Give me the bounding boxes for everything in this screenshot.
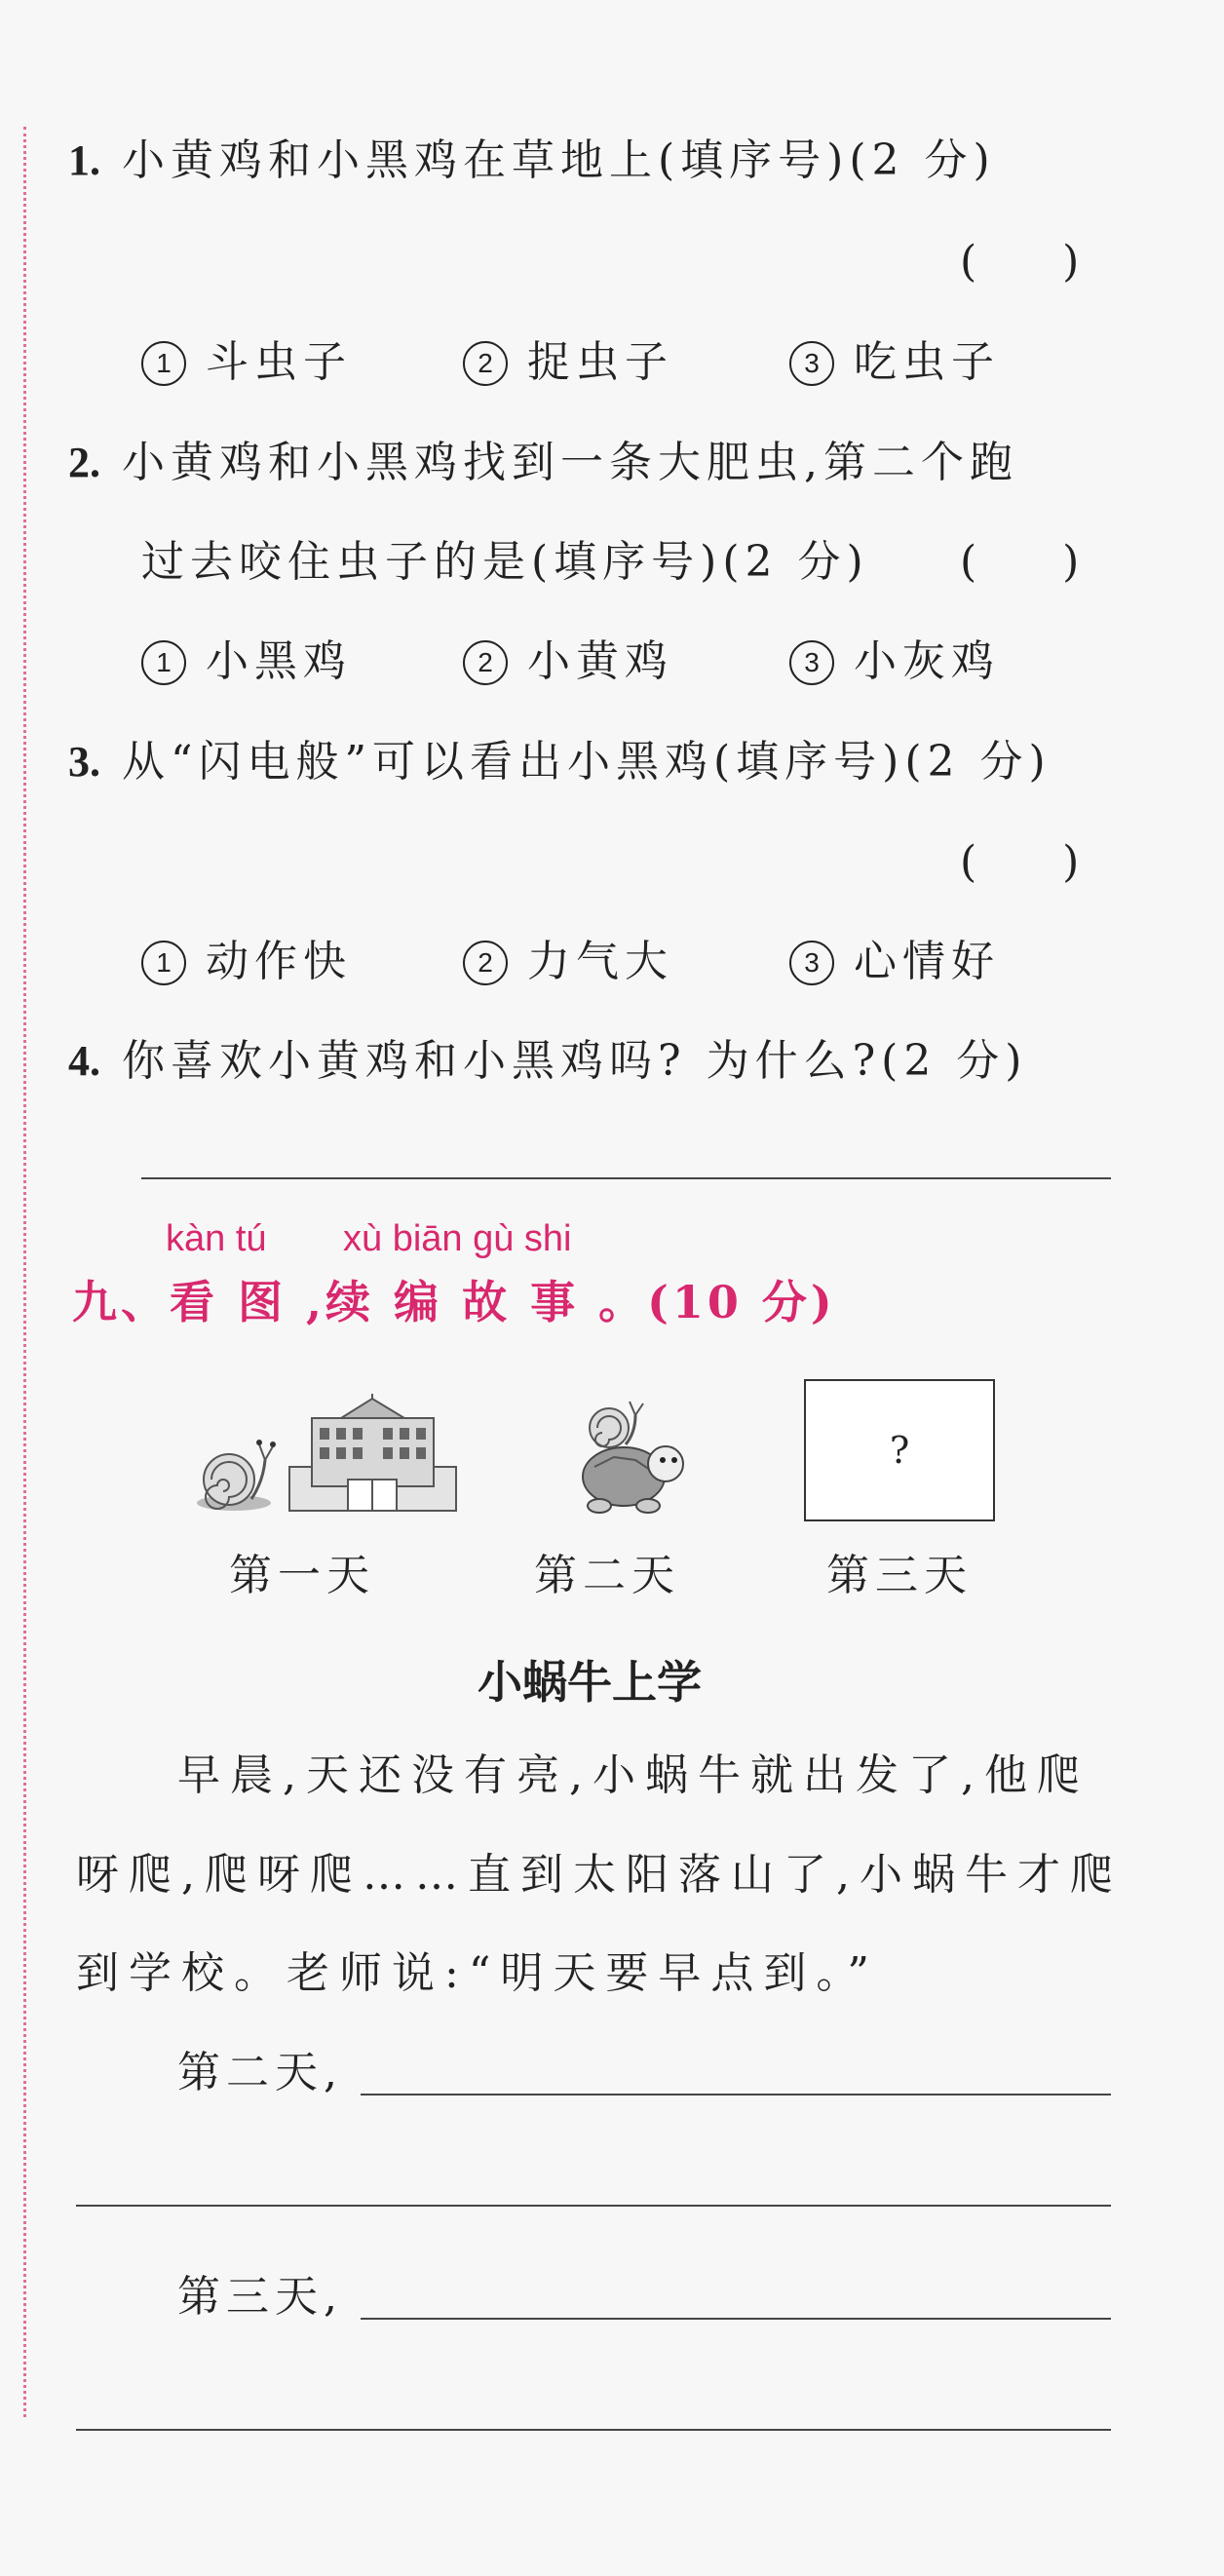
option[interactable]: 3 吃虫子 [789, 327, 1000, 389]
option[interactable]: 1 动作快 [141, 926, 352, 988]
question-number: 3. [68, 738, 100, 786]
question-text: 小黄鸡和小黑鸡找到一条大肥虫,第二个跑 [122, 438, 1018, 487]
answer-paren-1[interactable]: ( ) [960, 237, 1080, 287]
circled-number: 3 [789, 941, 834, 985]
writing-line-day2-2[interactable] [76, 2205, 1111, 2207]
snail-day1-icon [195, 1394, 283, 1520]
option[interactable]: 1 斗虫子 [141, 327, 352, 389]
option[interactable]: 2 捉虫子 [463, 327, 673, 389]
pinyin-xu-bian-gu-shi: xù biān gù shi [343, 1218, 572, 1259]
option[interactable]: 3 小灰鸡 [789, 626, 1000, 688]
story-line-3: 到学校。老师说:“明天要早点到。” [76, 1948, 879, 1998]
question-4 [68, 1025, 1027, 1088]
prompt-day3: 第三天, [177, 2272, 343, 2322]
answer-paren-3[interactable]: ( ) [960, 837, 1080, 887]
pinyin-kan-tu: kàn tú [166, 1218, 267, 1259]
question-text: 从“闪电般”可以看出小黑鸡(填序号)(2 分) [122, 737, 1052, 787]
circled-number: 1 [141, 640, 186, 685]
option[interactable]: 3 心情好 [789, 926, 1000, 988]
question-1 [68, 125, 996, 187]
circled-number: 2 [463, 640, 508, 685]
story-line-1: 早晨,天还没有亮,小蜗牛就出发了,他爬 [177, 1750, 1090, 1800]
answer-line-4[interactable] [141, 1177, 1111, 1179]
question-number: 1. [68, 136, 100, 184]
option[interactable]: 1 小黑鸡 [141, 626, 352, 688]
day1-label: 第一天 [229, 1551, 375, 1600]
day3-question-box: ? [804, 1379, 995, 1521]
question-2 [68, 427, 1018, 489]
circled-number: 3 [789, 640, 834, 685]
question-text: 过去咬住虫子的是(填序号)(2 分) [141, 537, 869, 587]
circled-number: 2 [463, 341, 508, 386]
question-2-continued [141, 526, 869, 589]
circled-number: 1 [141, 341, 186, 386]
snail-on-turtle-icon [565, 1394, 692, 1525]
question-number: 4. [68, 1037, 100, 1085]
question-text: 小黄鸡和小黑鸡在草地上(填序号)(2 分) [122, 135, 996, 185]
school-building-icon [287, 1394, 458, 1520]
section-title: 九、看 图 ,续 编 故 事 。(10 分) [72, 1276, 836, 1328]
writing-line-day3-2[interactable] [76, 2429, 1111, 2431]
binding-margin-line [23, 127, 26, 2417]
option[interactable]: 2 力气大 [463, 926, 673, 988]
prompt-day2: 第二天, [177, 2048, 343, 2097]
story-line-2: 呀爬,爬呀爬……直到太阳落山了,小蜗牛才爬 [76, 1850, 1123, 1900]
writing-line-day2[interactable] [361, 2094, 1111, 2095]
story-title: 小蜗牛上学 [478, 1657, 702, 1708]
circled-number: 2 [463, 941, 508, 985]
option[interactable]: 2 小黄鸡 [463, 626, 673, 688]
circled-number: 1 [141, 941, 186, 985]
writing-line-day3[interactable] [361, 2318, 1111, 2320]
question-text: 你喜欢小黄鸡和小黑鸡吗? 为什么?(2 分) [122, 1036, 1028, 1086]
question-3 [68, 726, 1052, 788]
day2-label: 第二天 [534, 1551, 680, 1600]
question-number: 2. [68, 439, 100, 486]
day3-label: 第三天 [826, 1551, 973, 1600]
answer-paren-2[interactable]: ( ) [960, 537, 1080, 587]
circled-number: 3 [789, 341, 834, 386]
